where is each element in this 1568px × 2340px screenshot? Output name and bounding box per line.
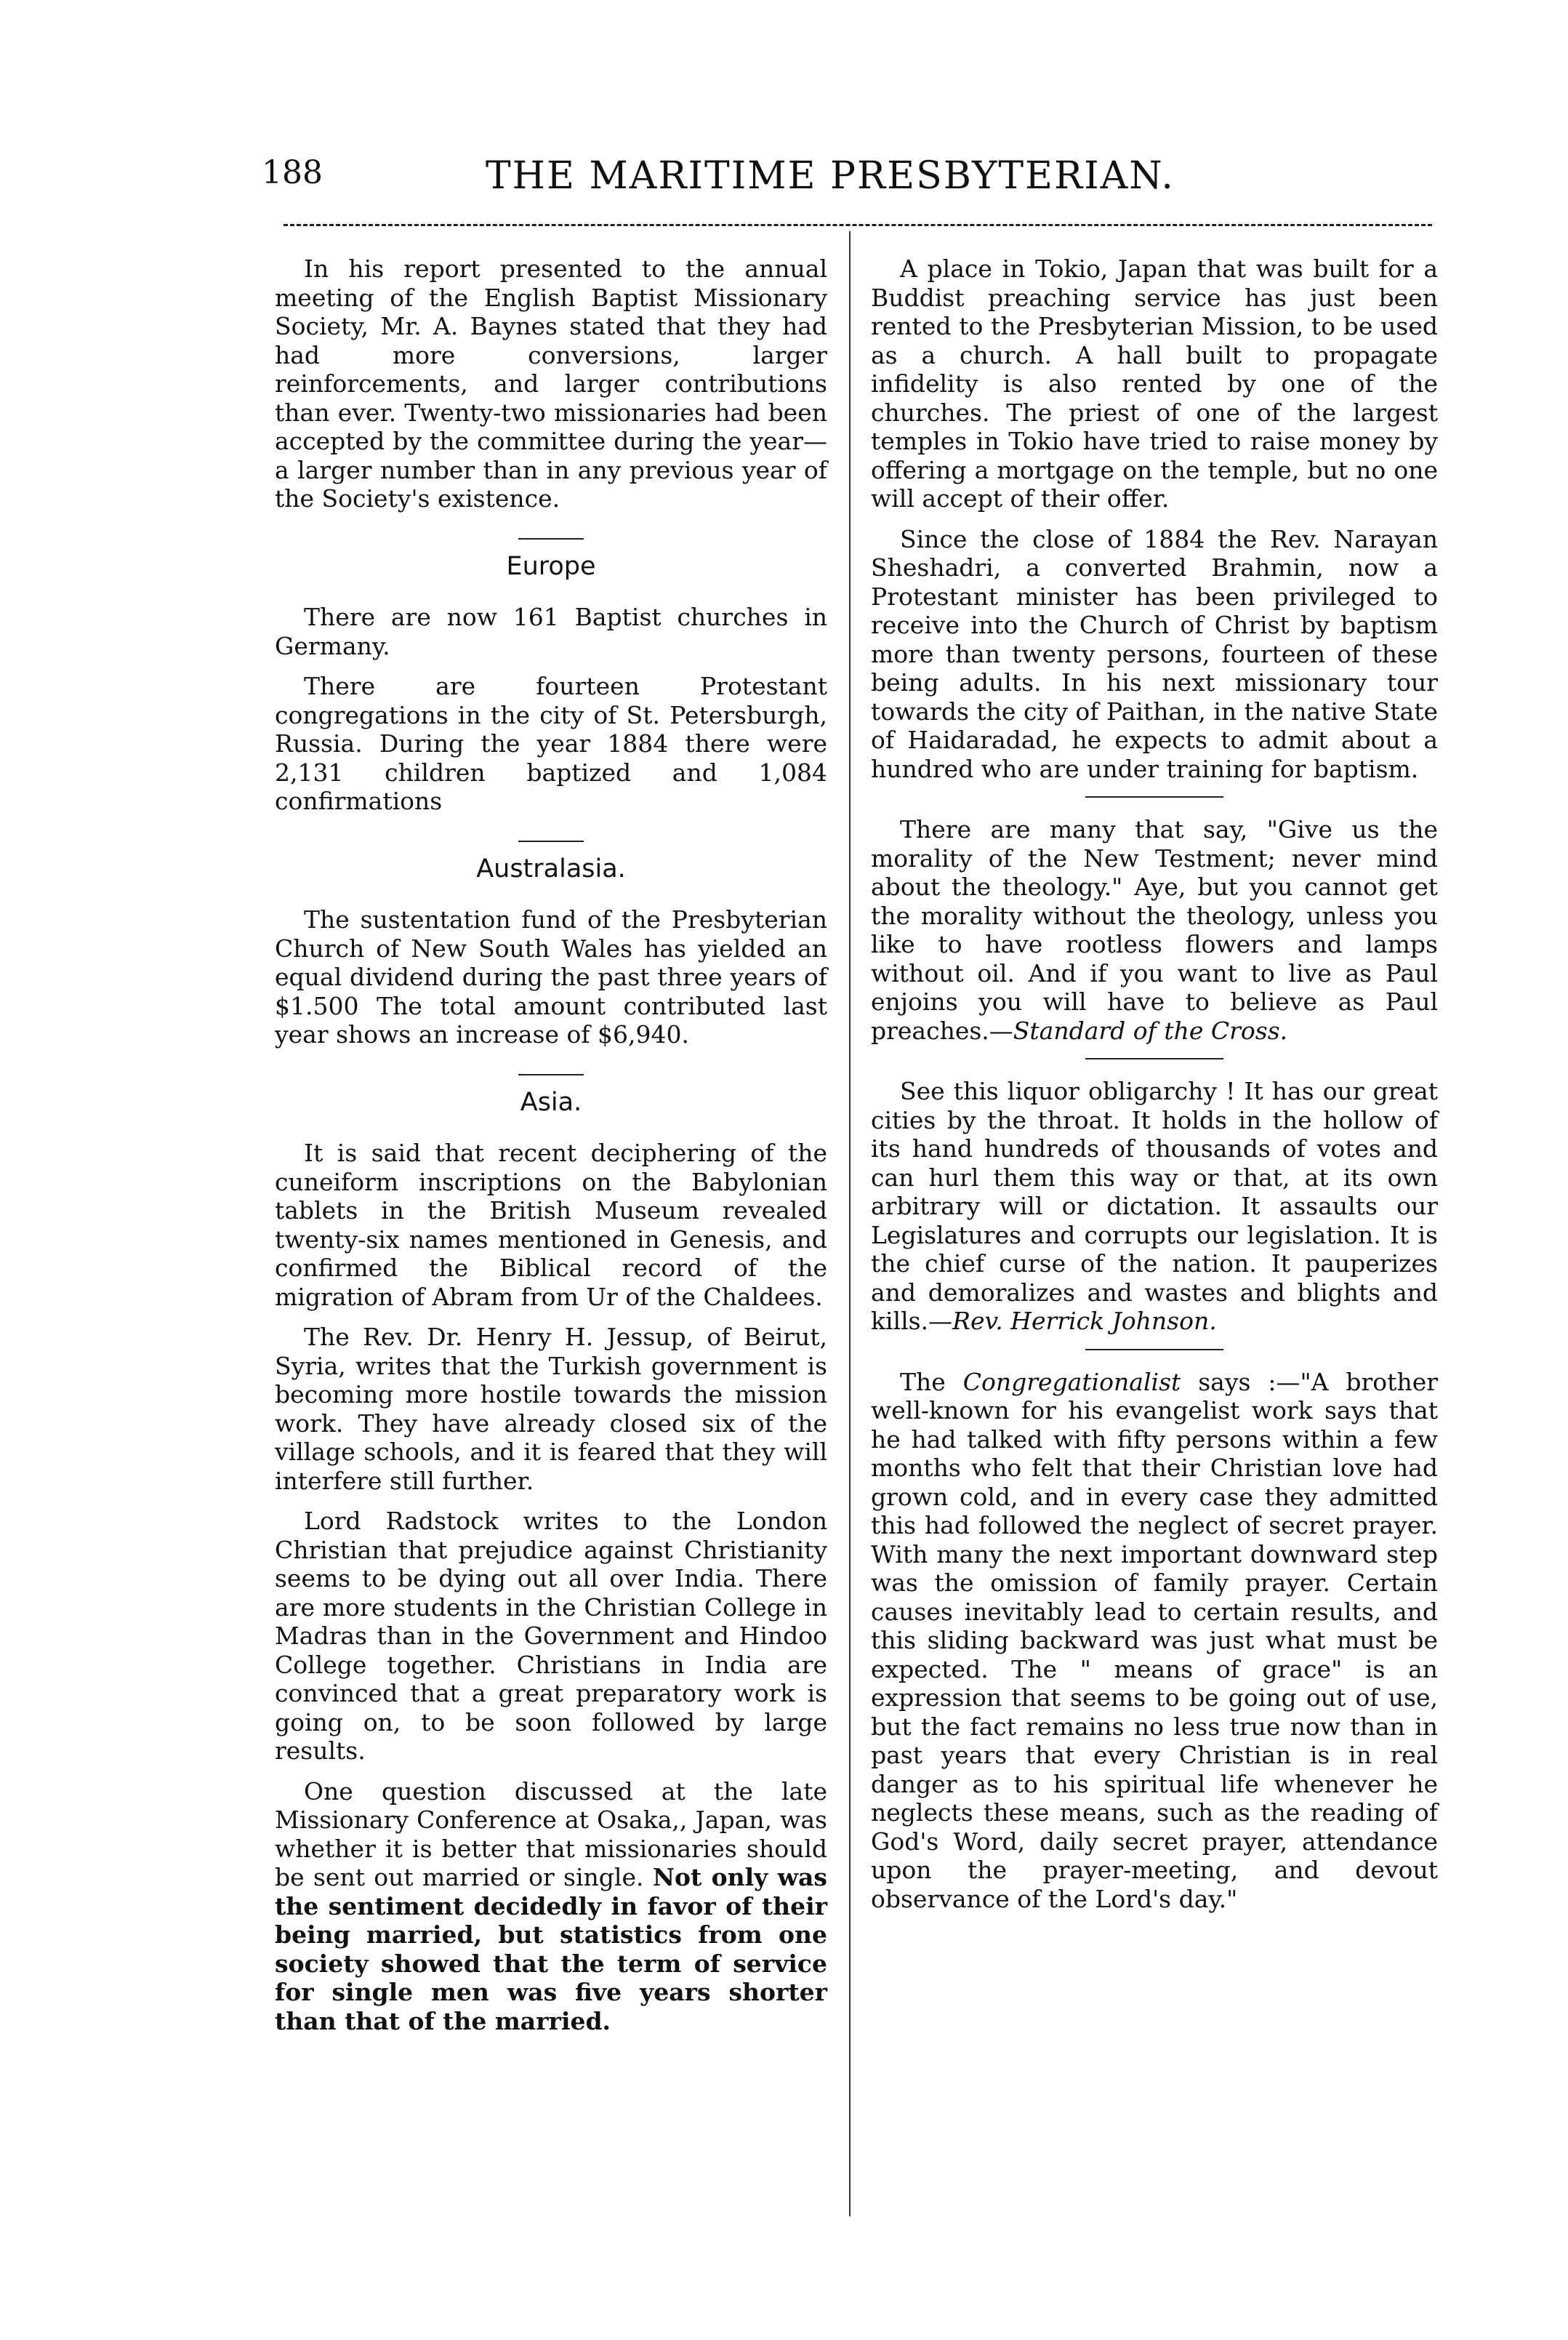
europe-paragraph-1: There are now 161 Baptist churches in Germany. xyxy=(275,603,827,660)
article-separator xyxy=(1085,796,1223,798)
running-title: THE MARITIME PRESBYTERIAN. xyxy=(486,154,1175,198)
right-column xyxy=(871,255,1438,1925)
tokio-paragraph: A place in Tokio, Japan that was built for a Buddist preaching service has just been rented to the Presbyterian Mission, to be used as a church. A hall built to propagate infidelity is also rented by one of the churches. The priest of one of the largest temples in Tokio have tried to raise money by offering a mortgage on the temple, but no one will accept of their offer. xyxy=(871,255,1438,513)
page-header xyxy=(262,154,1367,220)
section-heading-asia: Asia. xyxy=(275,1061,827,1118)
morality-source: Standard of the Cross. xyxy=(1013,1016,1288,1045)
asia-paragraph-4 xyxy=(275,1777,827,2036)
congregationalist-intro: The xyxy=(900,1367,963,1396)
morality-text: There are many that say, "Give us the morality of the New Testment; never mind about the theology." Aye, but you cannot get the morality without the theology, unless you like to have rootless flowers and lamps without oil. And if you want to live as Paul enjoins you will have to believe as Paul preaches.— xyxy=(871,815,1438,1045)
page-number: 188 xyxy=(262,154,323,191)
asia-paragraph-1: It is said that recent deciphering of the cuneiform inscriptions on the Babylonian tablets in the British Museum revealed twenty-six names mentioned in Genesis, and confirmed the Biblical record of the migration of Abram from Ur of the Chaldees. xyxy=(275,1139,827,1311)
asia-paragraph-3: Lord Radstock writes to the London Christian that prejudice against Christianity seems to be dying out all over India. There are more students in the Christian College in Madras than in the Government and Hindoo College together. Christians in India are convinced that a great preparatory work is going on, to be soon followed by large results. xyxy=(275,1507,827,1765)
liquor-paragraph xyxy=(871,1077,1438,1336)
section-heading-australasia: Australasia. xyxy=(275,828,827,884)
column-divider xyxy=(849,231,851,2216)
australasia-paragraph-1: The sustentation fund of the Presbyterian Church of New South Wales has yielded an equal dividend during the past three years of $1.500 The total amount contributed last year shows an increase of $6,940. xyxy=(275,905,827,1049)
header-rule xyxy=(284,224,1432,226)
left-column xyxy=(275,255,827,2047)
congregationalist-text: says :—"A brother well-known for his evangelist work says that he had talked with fifty persons within a few months who felt that their Christian love had grown cold, and in every case they admitted this had followed the neglect of secret prayer. With many the next important downward step was the omission of family prayer. Certain causes inevitably lead to certain results, and this sliding backward was just what must be expected. The " means of grace" is an expression that seems to be going out of use, but the fact remains no less true now than in past years that every Christian is in real danger as to his spiritual life whenever he neglects these means, such as the reading of God's Word, daily secret prayer, attendance upon the prayer-meeting, and devout observance of the Lord's day." xyxy=(871,1367,1438,1913)
asia-paragraph-4-start: One question discussed at the late Missionary Conference at Osaka,, Japan, was whether it is better that missionaries should be sent out married or single. xyxy=(275,1776,827,1891)
asia-paragraph-4-bold: Not only was the sentiment decidedly in favor of their being married, but statistics from one society showed that the term of service for single men was five years shorter than that of the married. xyxy=(275,1863,827,2035)
asia-paragraph-2: The Rev. Dr. Henry H. Jessup, of Beirut, Syria, writes that the Turkish government is becoming more hostile towards the mission work. They have already closed six of the village schools, and it is feared that they will interfere still further. xyxy=(275,1323,827,1495)
baptist-society-report: In his report presented to the annual meeting of the English Baptist Missionary Society, Mr. A. Baynes stated that they had had more conversions, larger reinforcements, and larger contributions than ever. Twenty-two missionaries had been accepted by the committee during the year—a larger number than in any previous year of the Society's existence. xyxy=(275,255,827,513)
europe-paragraph-2: There are fourteen Protestant congregations in the city of St. Petersburgh, Russia. During the year 1884 there were 2,131 children baptized and 1,084 confirmations xyxy=(275,672,827,815)
morality-paragraph xyxy=(871,815,1438,1045)
liquor-source: Rev. Herrick Johnson. xyxy=(952,1307,1217,1335)
congregationalist-publication: Congregationalist xyxy=(962,1367,1181,1396)
sheshadri-paragraph: Since the close of 1884 the Rev. Narayan Sheshadri, a converted Brahmin, now a Protestant minister has been privileged to receive into the Church of Christ by baptism more than twenty persons, fourteen of these being adults. In his next missionary tour towards the city of Paithan, in the native State of Haidaradad, he expects to admit about a hundred who are under training for baptism. xyxy=(871,524,1438,783)
article-separator xyxy=(1085,1058,1223,1059)
section-heading-europe: Europe xyxy=(275,525,827,582)
article-separator xyxy=(1085,1349,1223,1350)
congregationalist-paragraph xyxy=(871,1368,1438,1914)
liquor-text: See this liquor obligarchy ! It has our great cities by the throat. It holds in the hollow of its hand hundreds of thousands of votes and can hurl them this way or that, at its own arbitrary will or dictation. It assaults our Legislatures and corrupts our legislation. It is the chief curse of the nation. It pauperizes and demoralizes and wastes and blights and kills.— xyxy=(871,1077,1438,1335)
